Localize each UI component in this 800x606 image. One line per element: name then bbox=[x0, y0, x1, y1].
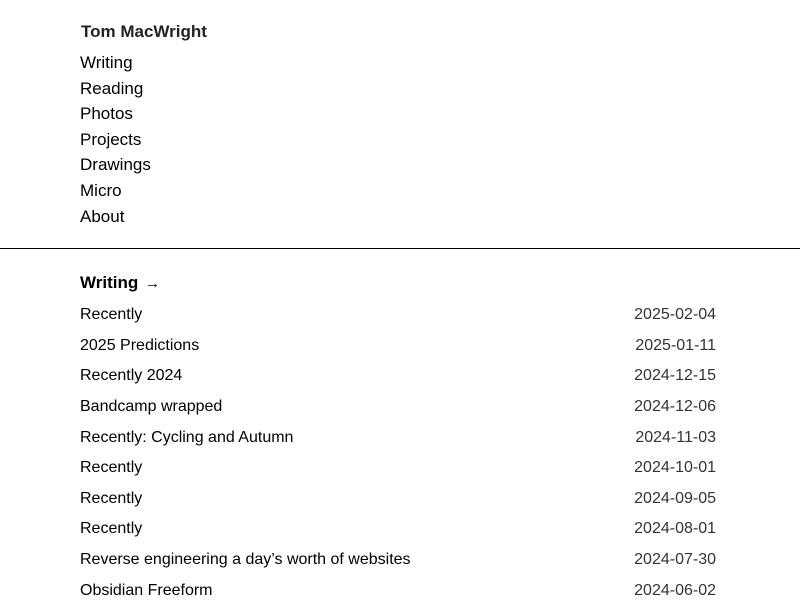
post-row bbox=[80, 300, 716, 331]
nav-item-drawings bbox=[80, 152, 151, 178]
post-date: 2024-09-05 bbox=[634, 489, 716, 507]
post-title[interactable]: Bandcamp wrapped bbox=[80, 398, 223, 416]
post-date: 2024-12-06 bbox=[634, 398, 716, 416]
post-date: 2025-01-11 bbox=[635, 336, 716, 354]
post-date: 2025-02-04 bbox=[634, 306, 716, 324]
nav-link-reading[interactable]: Reading bbox=[80, 78, 144, 98]
post-list bbox=[80, 300, 716, 606]
nav-link-about[interactable]: About bbox=[80, 206, 125, 226]
nav-link-drawings[interactable]: Drawings bbox=[80, 155, 151, 175]
post-date: 2024-10-01 bbox=[634, 459, 716, 477]
nav-item-about bbox=[80, 204, 151, 230]
site-title[interactable]: Tom MacWright bbox=[81, 22, 207, 41]
post-date: 2024-06-02 bbox=[634, 581, 716, 599]
writing-heading bbox=[80, 272, 716, 296]
post-row bbox=[80, 484, 716, 515]
header-divider bbox=[0, 248, 800, 249]
post-title[interactable]: 2025 Predictions bbox=[80, 336, 200, 354]
nav-item-reading bbox=[80, 76, 151, 102]
writing-section bbox=[80, 272, 716, 606]
nav-item-projects bbox=[80, 127, 151, 153]
nav-item-micro bbox=[80, 178, 151, 204]
post-title[interactable]: Reverse engineering a day’s worth of websites bbox=[80, 551, 411, 569]
main-nav bbox=[80, 50, 151, 229]
post-title[interactable]: Recently bbox=[80, 459, 143, 477]
post-row bbox=[80, 575, 716, 606]
nav-item-writing bbox=[80, 50, 151, 76]
nav-item-photos bbox=[80, 101, 151, 127]
post-title[interactable]: Recently: Cycling and Autumn bbox=[80, 428, 294, 446]
arrow-right-icon: → bbox=[144, 275, 160, 292]
nav-link-projects[interactable]: Projects bbox=[80, 129, 142, 149]
post-title[interactable]: Recently bbox=[80, 520, 143, 538]
post-title[interactable]: Obsidian Freeform bbox=[80, 581, 213, 599]
post-row bbox=[80, 361, 716, 392]
post-row bbox=[80, 331, 716, 362]
post-row bbox=[80, 545, 716, 576]
post-title[interactable]: Recently bbox=[80, 489, 143, 507]
writing-heading-label: Writing bbox=[80, 273, 139, 292]
post-row bbox=[80, 453, 716, 484]
post-title[interactable]: Recently 2024 bbox=[80, 367, 183, 385]
post-date: 2024-11-03 bbox=[635, 428, 716, 446]
post-title[interactable]: Recently bbox=[80, 306, 143, 324]
writing-heading-link[interactable] bbox=[80, 273, 160, 292]
post-row bbox=[80, 422, 716, 453]
post-date: 2024-08-01 bbox=[634, 520, 716, 538]
site-header bbox=[0, 0, 800, 248]
post-date: 2024-07-30 bbox=[634, 551, 716, 569]
nav-link-micro[interactable]: Micro bbox=[80, 180, 122, 200]
nav-link-photos[interactable]: Photos bbox=[80, 104, 133, 124]
post-date: 2024-12-15 bbox=[634, 367, 716, 385]
post-row bbox=[80, 514, 716, 545]
nav-link-writing[interactable]: Writing bbox=[80, 53, 133, 72]
post-row bbox=[80, 392, 716, 423]
